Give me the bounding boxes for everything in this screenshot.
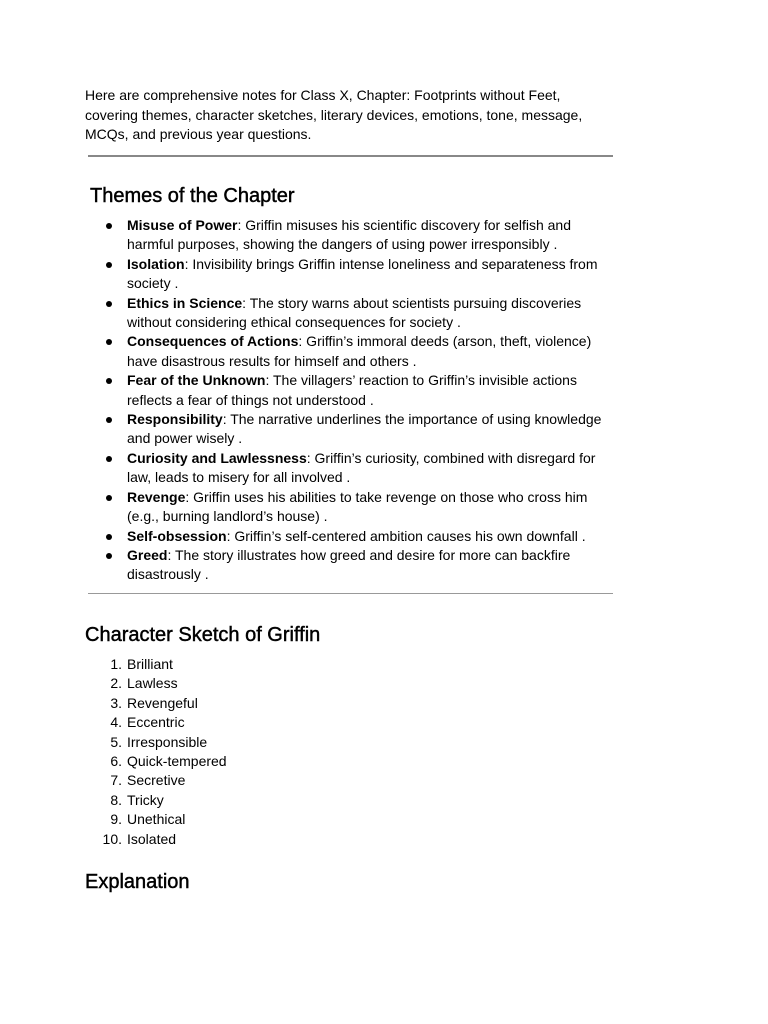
theme-description: : Griffin’s immoral deeds (arson, theft, violence) have disastrous results for himself and others . <box>127 333 592 369</box>
list-item <box>110 752 227 771</box>
list-item <box>110 771 227 790</box>
list-item <box>127 294 613 333</box>
theme-term: Revenge <box>127 488 186 505</box>
list-item <box>110 655 227 674</box>
list-number: 7. <box>110 772 122 789</box>
themes-list <box>127 216 613 585</box>
list-item <box>127 216 613 255</box>
theme-term: Fear of the Unknown <box>127 372 266 389</box>
bullet-icon <box>106 262 112 268</box>
list-item <box>127 410 613 449</box>
theme-description: : Griffin misuses his scientific discovery for selfish and harmful purposes, showing the dangers of using power irresponsibly . <box>127 217 571 253</box>
theme-description: : The narrative underlines the importance of using knowledge and power wisely . <box>127 411 602 447</box>
list-item <box>102 830 227 849</box>
theme-description: : Griffin’s self-centered ambition causes his own downfall . <box>226 527 586 544</box>
theme-description: : The story warns about scientists pursuing discoveries without considering ethical consequences for society . <box>127 294 582 331</box>
theme-description: : Griffin uses his abilities to take revenge on those who cross him (e.g., burning landlord’s house) . <box>127 488 588 525</box>
list-item <box>127 527 613 546</box>
trait-label: Secretive <box>127 772 186 789</box>
theme-term: Ethics in Science <box>127 294 243 311</box>
section-divider <box>88 593 613 594</box>
intro-paragraph: Here are comprehensive notes for Class X, Chapter: Footprints without Feet, covering themes, character sketches, literary devices, emotions, tone, message, MCQs, and previous year questions. <box>85 87 583 142</box>
list-item <box>110 791 227 810</box>
list-item <box>127 488 613 527</box>
bullet-icon <box>106 553 112 559</box>
theme-term: Isolation <box>127 255 185 272</box>
trait-label: Brilliant <box>127 656 173 672</box>
list-number: 3. <box>110 694 122 711</box>
list-number: 6. <box>110 753 122 770</box>
theme-term: Greed <box>127 546 168 563</box>
list-number: 4. <box>110 714 122 731</box>
bullet-icon <box>106 456 112 462</box>
bullet-icon <box>106 417 112 423</box>
explanation-heading: Explanation <box>85 871 190 893</box>
bullet-icon <box>106 223 112 229</box>
character-sketch-heading: Character Sketch of Griffin <box>85 624 321 646</box>
list-item <box>110 810 227 829</box>
theme-description: : Griffin’s curiosity, combined with disregard for law, leads to misery for all involved . <box>127 449 596 486</box>
list-number: 8. <box>110 791 122 808</box>
theme-term: Self-obsession <box>127 527 227 544</box>
bullet-icon <box>106 339 112 345</box>
theme-term: Misuse of Power <box>127 217 238 233</box>
bullet-icon <box>106 301 112 307</box>
trait-label: Eccentric <box>127 714 185 731</box>
trait-label: Quick-tempered <box>127 753 227 770</box>
section-divider <box>88 155 613 157</box>
themes-heading: Themes of the Chapter <box>90 185 295 207</box>
list-item <box>127 371 613 410</box>
list-item <box>110 733 227 752</box>
list-item <box>127 332 613 371</box>
list-item <box>110 713 227 732</box>
theme-description: : The villagers’ reaction to Griffin’s invisible actions reflects a fear of things not understood . <box>127 372 577 408</box>
list-number: 1. <box>110 656 122 672</box>
bullet-icon <box>106 534 112 540</box>
character-traits-list <box>102 655 227 849</box>
trait-label: Isolated <box>127 830 177 847</box>
theme-term: Responsibility <box>127 411 223 428</box>
list-item <box>127 449 613 488</box>
theme-term: Curiosity and Lawlessness <box>127 449 307 466</box>
trait-label: Unethical <box>127 811 186 828</box>
list-number: 2. <box>110 675 122 692</box>
trait-label: Lawless <box>127 675 178 692</box>
list-item <box>127 546 613 585</box>
list-number: 5. <box>110 733 122 750</box>
list-number: 9. <box>110 811 122 828</box>
theme-term: Consequences of Actions <box>127 333 299 350</box>
trait-label: Tricky <box>127 791 164 808</box>
list-number: 10. <box>102 830 122 847</box>
list-item <box>110 674 227 693</box>
trait-label: Irresponsible <box>127 733 208 750</box>
bullet-icon <box>106 378 112 384</box>
list-item <box>127 255 613 294</box>
bullet-icon <box>106 495 112 501</box>
theme-description: : Invisibility brings Griffin intense loneliness and separateness from society . <box>127 255 598 292</box>
list-item <box>110 694 227 713</box>
theme-description: : The story illustrates how greed and desire for more can backfire disastrously . <box>127 546 571 583</box>
trait-label: Revengeful <box>127 694 198 711</box>
